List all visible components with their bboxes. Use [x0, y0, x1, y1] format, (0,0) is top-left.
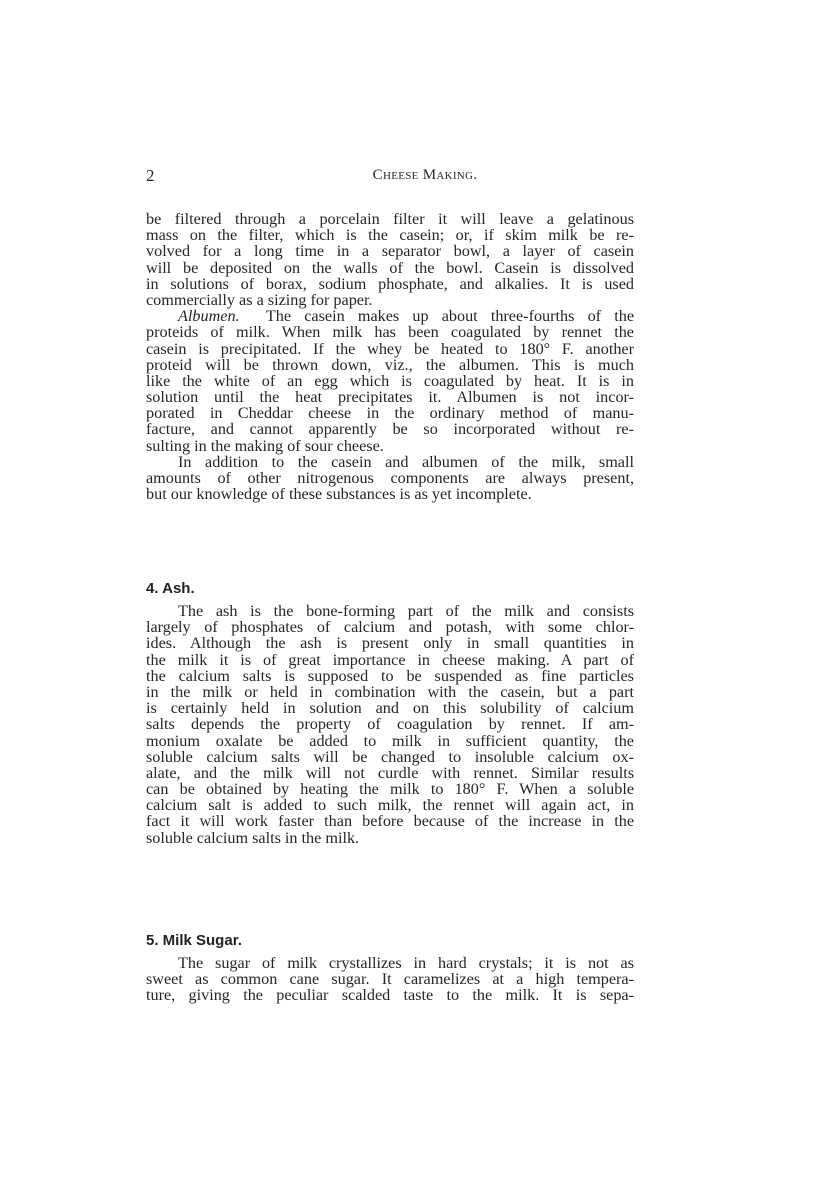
text-line: the calcium salts is supposed to be suspended as fine particles: [146, 666, 634, 685]
text-line: ides. Although the ash is present only in small quantities in: [146, 634, 634, 653]
text-line: the milk it is of great importance in cheese making. A part of: [146, 650, 634, 669]
text-line: In addition to the casein and albumen of the milk, small: [178, 452, 634, 471]
text-line: ture, giving the peculiar scalded taste to the milk. It is sepa-: [146, 986, 634, 1005]
milk-sugar-body: [146, 953, 634, 1005]
section-heading-milk-sugar: 5. Milk Sugar.: [146, 932, 242, 949]
text-line: commercially as a sizing for paper.: [146, 290, 373, 309]
text-line: in solutions of borax, sodium phosphate, and alkalies. It is used: [146, 274, 634, 293]
text-line: is certainly held in solution and on this solubility of calcium: [146, 699, 634, 718]
text-line: calcium salt is added to such milk, the rennet will again act, in: [146, 796, 634, 815]
text-line: The ash is the bone-forming part of the milk and consists: [178, 602, 634, 620]
albumen-term: Albumen.: [178, 307, 240, 326]
page-number: 2: [146, 166, 155, 185]
text-line: can be obtained by heating the milk to 180° F. When a soluble: [146, 780, 634, 799]
text-line: in the milk or held in combination with the casein, but a part: [146, 682, 634, 701]
text-line: like the white of an egg which is coagulated by heat. It is in: [146, 371, 634, 390]
running-head: Cheese Making.: [372, 167, 478, 183]
text-line: solution until the heat precipitates it. Albumen is not incor-: [146, 388, 634, 407]
text-line: The sugar of milk crystallizes in hard crystals; it is not as: [178, 954, 634, 972]
text-line: amounts of other nitrogenous components are always present,: [146, 469, 634, 487]
text-line: salts depends the property of coagulation by rennet. If am-: [146, 715, 634, 734]
text-line: alate, and the milk will not curdle with rennet. Similar results: [146, 763, 634, 782]
text-line: largely of phosphates of calcium and potash, with some chlor-: [146, 618, 634, 637]
text-line: monium oxalate be added to milk in sufficient quantity, the: [146, 731, 634, 750]
text-line: sweet as common cane sugar. It caramelizes at a high tempera-: [146, 970, 634, 989]
text-line: porated in Cheddar cheese in the ordinary method of manu-: [146, 404, 634, 423]
text-line: soluble calcium salts will be changed to insoluble calcium ox-: [146, 747, 634, 766]
albumen-first-line: [146, 306, 635, 326]
section-heading-ash: 4. Ash.: [146, 580, 195, 597]
text-line: proteid will be thrown down, viz., the albumen. This is much: [146, 355, 634, 374]
text-line: will be deposited on the walls of the bowl. Casein is dissolved: [146, 258, 634, 277]
text-line: casein is precipitated. If the whey be heated to 180° F. another: [146, 339, 634, 358]
text-line: mass on the filter, which is the casein; or, if skim milk be re-: [146, 226, 634, 245]
text-line: proteids of milk. When milk has been coagulated by rennet the: [146, 323, 634, 342]
text-line: be filtered through a porcelain filter it will leave a gelatinous: [146, 210, 634, 228]
text-fragment: The casein makes up about three-fourths of the: [265, 307, 635, 326]
text-line: fact it will work faster than before because of the increase in the: [146, 812, 634, 831]
ash-body: [146, 601, 634, 847]
text-line: volved for a long time in a separator bowl, a layer of casein: [146, 242, 634, 261]
text-line: facture, and cannot apparently be so incorporated without re-: [146, 420, 634, 439]
text-line: but our knowledge of these substances is as yet incomplete.: [146, 485, 532, 504]
text-line: soluble calcium salts in the milk.: [146, 828, 360, 847]
body-text-top: [146, 209, 635, 504]
text-line: sulting in the making of sour cheese.: [146, 436, 384, 455]
